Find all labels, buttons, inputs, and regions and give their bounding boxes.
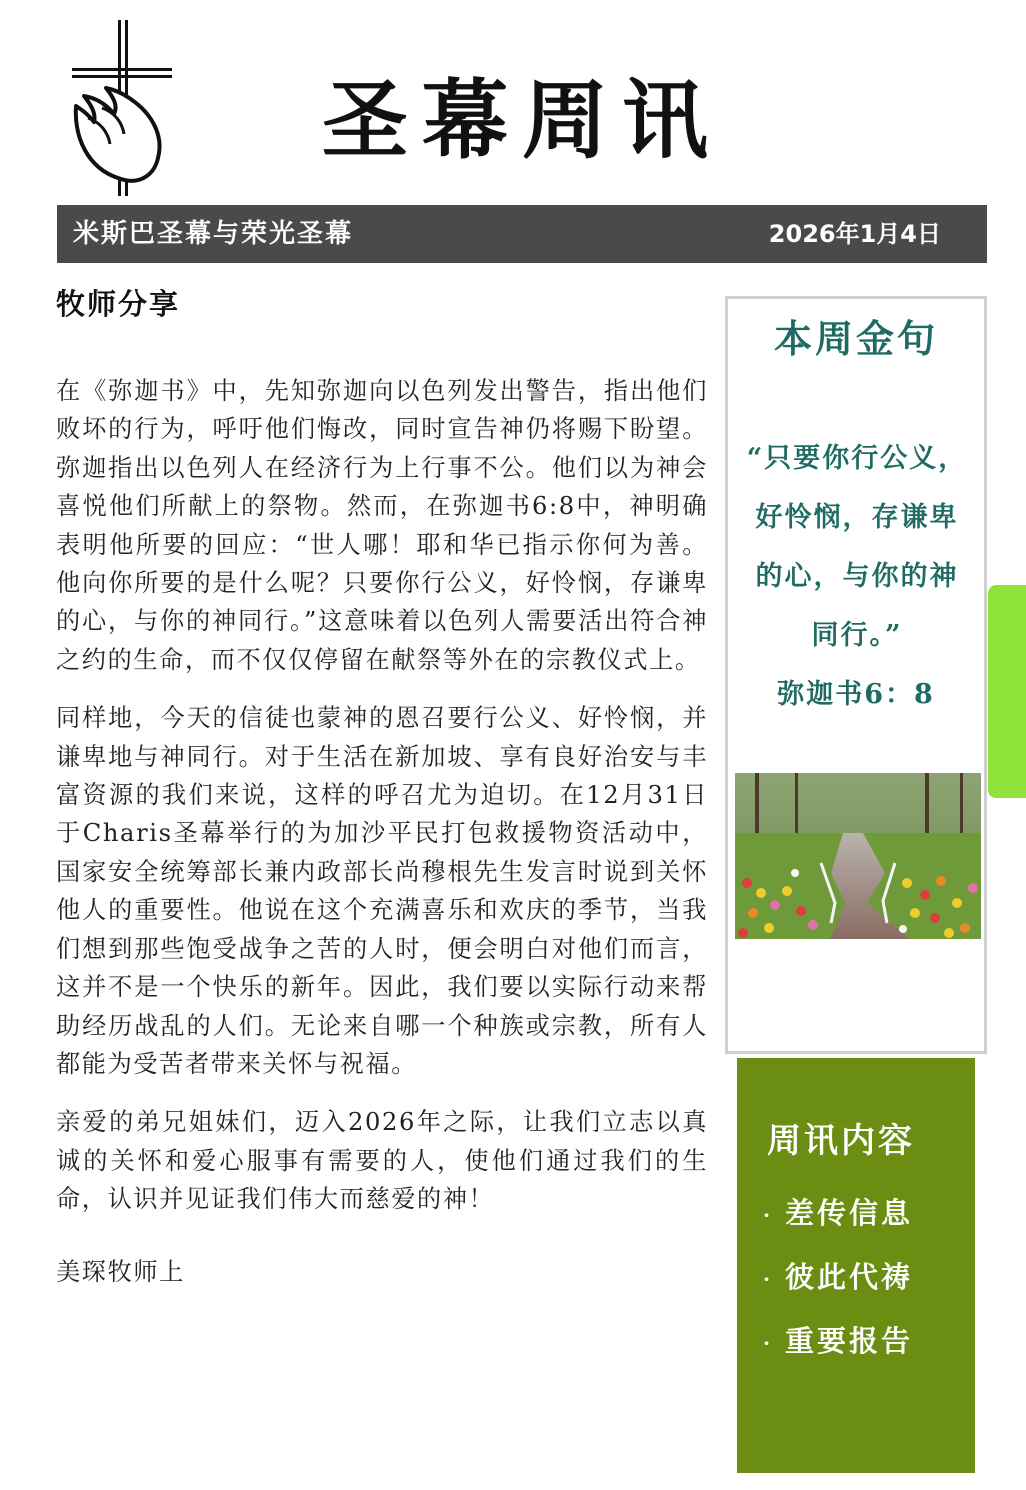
- side-page-tab[interactable]: [988, 585, 1026, 798]
- article-heading: 牧师分享: [56, 287, 181, 321]
- cross-and-flame-logo-icon: [66, 18, 178, 198]
- bullet-icon: ·: [763, 1331, 773, 1355]
- article-signature: 美琛牧师上: [56, 1257, 185, 1286]
- tulip-garden-path-photo: [735, 773, 981, 939]
- contents-item[interactable]: [763, 1182, 913, 1246]
- issue-date: 2026年1月4日: [768, 220, 941, 248]
- newsletter-title: 圣幕周讯: [322, 70, 722, 171]
- church-names: 米斯巴圣幕与荣光圣幕: [73, 219, 354, 249]
- contents-item-label: 差传信息: [785, 1196, 914, 1230]
- contents-item-label: 彼此代祷: [785, 1260, 914, 1294]
- contents-title: 周讯内容: [767, 1121, 915, 1161]
- newsletter-contents-box: [737, 1058, 975, 1473]
- header-banner: [57, 205, 987, 263]
- bullet-icon: ·: [763, 1267, 773, 1291]
- article-paragraph: 在《弥迦书》中，先知弥迦向以色列发出警告，指出他们败坏的行为，呼吁他们悔改，同时宣告神仍将赐下盼望。弥迦指出以色列人在经济行为上行事不公。他们以为神会喜悦他们所献上的祭物。然而，在弥迦书6:8中，神明确表明他所要的回应：“世人哪！耶和华已指示你何为善。他向你所要的是什么呢？只要你行公义，好怜悯，存谦卑的心，与你的神同行。”这意味着以色列人需要活出符合神之约的生命，而不仅仅停留在献祭等外在的宗教仪式上。: [56, 377, 708, 674]
- contents-item[interactable]: [763, 1310, 913, 1374]
- verse-text: “只要你行公义，好怜悯，存谦卑的心，与你的神同行。”: [746, 443, 968, 651]
- verse-of-week-box: [725, 296, 987, 1054]
- verse-title: 本周金句: [773, 316, 938, 361]
- contents-item-label: 重要报告: [785, 1324, 914, 1358]
- pastor-article: [56, 282, 708, 1311]
- article-paragraph: 亲爱的弟兄姐妹们，迈入2026年之际，让我们立志以真诚的关怀和爱心服事有需要的人，使他们通过我们的生命，认识并见证我们伟大而慈爱的神！: [56, 1108, 708, 1214]
- article-paragraph: 同样地，今天的信徒也蒙神的恩召要行公义、好怜悯，并谦卑地与神同行。对于生活在新加坡、享有良好治安与丰富资源的我们来说，这样的呼召尤为迫切。在12月31日于Charis圣幕举行的为加沙平民打包救援物资活动中，国家安全统筹部长兼内政部长尚穆根先生发言时说到关怀他人的重要性。他说在这个充满喜乐和欢庆的季节，当我们想到那些饱受战争之苦的人时，便会明白对他们而言，这并不是一个快乐的新年。因此，我们要以实际行动来帮助经历战乱的人们。无论来自哪一个种族或宗教，所有人都能为受苦者带来关怀与祝福。: [56, 704, 708, 1078]
- contents-list: [763, 1182, 913, 1374]
- contents-item[interactable]: [763, 1246, 913, 1310]
- bullet-icon: ·: [763, 1203, 773, 1227]
- verse-reference: 弥迦书6：8: [777, 679, 935, 710]
